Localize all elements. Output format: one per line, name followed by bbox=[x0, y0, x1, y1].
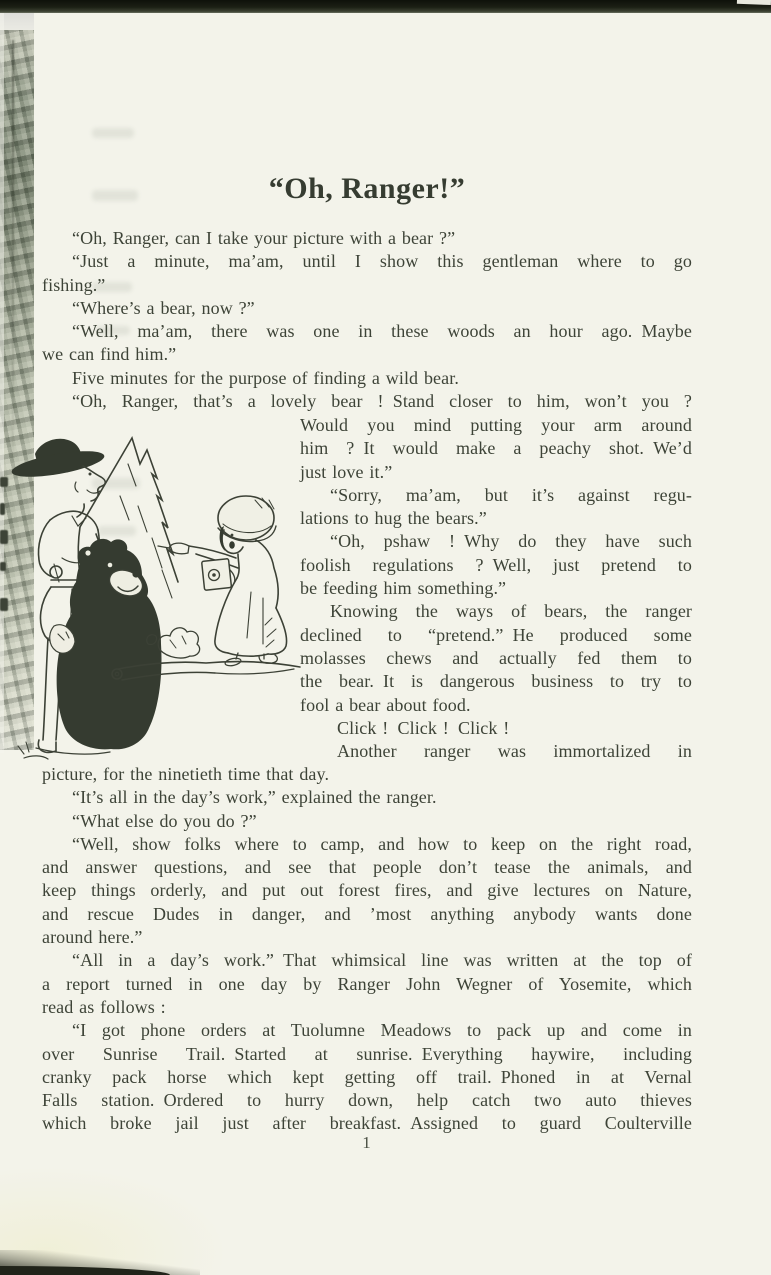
text-line: “I got phone orders at Tuolumne Meadows to pack up and come in bbox=[72, 1020, 692, 1041]
text-line: declined to “pretend.” He produced some bbox=[300, 624, 692, 645]
text-line: and answer questions, and see that people don’t tease the animals, and bbox=[42, 857, 692, 878]
text-line: “Well, show folks where to camp, and how to keep on the right road, bbox=[72, 833, 692, 854]
text-line: Knowing the ways of bears, the ranger bbox=[330, 601, 692, 622]
text-line: “All in a day’s work.” That whimsical line was written at the top of bbox=[72, 950, 692, 971]
text-line: lations to hug the bears.” bbox=[300, 508, 487, 529]
text-line: cranky pack horse which kept getting off trail. Phoned in at Vernal bbox=[42, 1066, 692, 1087]
text-line: “It’s all in the day’s work,” explained the ranger. bbox=[72, 787, 437, 808]
text-line: the bear. It is dangerous business to try to bbox=[300, 671, 692, 692]
text-line: be feeding him something.” bbox=[300, 578, 507, 599]
text-line: foolish regulations ? Well, just pretend to bbox=[300, 554, 692, 575]
text-line: picture, for the ninetieth time that day. bbox=[42, 764, 330, 784]
text-line: him ? It would make a peachy shot. We’d bbox=[300, 438, 692, 459]
text-line: over Sunrise Trail. Started at sunrise. Everything haywire, including bbox=[42, 1043, 692, 1064]
text-line: a report turned in one day by Ranger John Wegner of Yosemite, which bbox=[42, 973, 692, 994]
text-line: “What else do you do ?” bbox=[72, 810, 257, 831]
text-line: “Where’s a bear, now ?” bbox=[72, 297, 255, 318]
bear-cub-drawing bbox=[50, 539, 162, 750]
text-line: “Well, ma’am, there was one in these woods an hour ago. Maybe bbox=[72, 321, 692, 342]
text-block-top bbox=[42, 227, 692, 413]
text-line: “Oh, Ranger, that’s a lovely bear ! Stand closer to him, won’t you ? bbox=[72, 391, 692, 412]
text-line: Click ! Click ! Click ! bbox=[337, 717, 510, 738]
text-line: Falls station. Ordered to hurry down, help catch two auto thieves bbox=[42, 1090, 692, 1111]
text-line: “Just a minute, ma’am, until I show this gentleman where to go bbox=[72, 251, 692, 272]
text-line: and rescue Dudes in danger, and ’most anything anybody wants done bbox=[42, 903, 692, 924]
text-line: which broke jail just after breakfast. Assigned to guard Coulterville bbox=[42, 1113, 692, 1134]
text-line: “Sorry, ma’am, but it’s against regu- bbox=[330, 484, 692, 505]
page-title: “Oh, Ranger!” bbox=[268, 172, 466, 205]
text-line: around here.” bbox=[42, 927, 143, 948]
text-line: read as follows : bbox=[42, 996, 166, 1017]
text-line: Five minutes for the purpose of finding a wild bear. bbox=[72, 367, 459, 388]
text-line: Another ranger was immortalized in bbox=[337, 741, 692, 762]
text-line: keep things orderly, and put out forest fires, and give lectures on Nature, bbox=[42, 880, 692, 901]
page-number: 1 bbox=[362, 1133, 372, 1152]
illustration-ranger-bear-camera bbox=[10, 412, 305, 768]
text-line: molasses chews and actually fed them to bbox=[300, 647, 692, 668]
text-line: just love it.” bbox=[300, 461, 393, 482]
text-line: “Oh, Ranger, can I take your picture with a bear ?” bbox=[72, 228, 456, 248]
text-line: “Oh, pshaw ! Why do they have such bbox=[330, 531, 692, 552]
text-block-wrapped-column bbox=[300, 414, 692, 763]
text-line: fishing.” bbox=[42, 274, 106, 295]
text-line: fool a bear about food. bbox=[300, 694, 471, 715]
text-line: we can find him.” bbox=[42, 344, 177, 365]
text-line: Would you mind putting your arm around bbox=[300, 415, 692, 435]
text-block-bottom bbox=[42, 763, 692, 1136]
